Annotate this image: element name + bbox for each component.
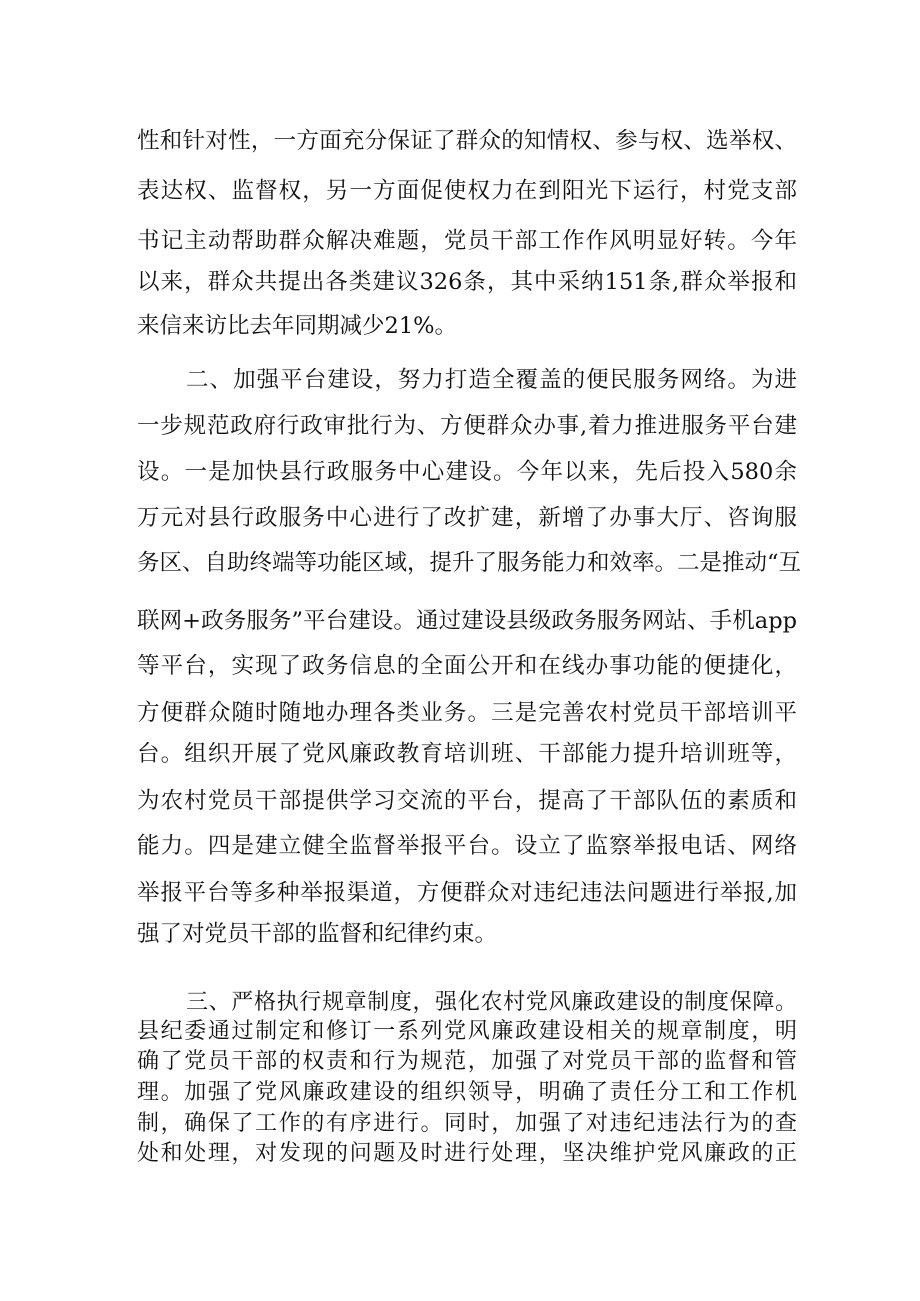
text-line: 等平台，实现了政务信息的全面公开和在线办事功能的便捷化， (137, 653, 797, 679)
text-line: 一步规范政府行政审批行为、方便群众办事,着力推进服务平台建 (137, 413, 797, 439)
text-line: 务区、自助终端等功能区域，提升了服务能力和效率。二是推动“互 (137, 550, 802, 576)
text-line: 举报平台等多种举报渠道，方便群众对违纪违法问题进行举报,加 (137, 880, 797, 906)
text-line: 方便群众随时随地办理各类业务。三是完善农村党员干部培训平 (137, 700, 797, 726)
text-line: 能力。四是建立健全监督举报平台。设立了监察举报电话、网络 (137, 833, 797, 859)
text-line: 强了对党员干部的监督和纪律约束。 (137, 921, 498, 947)
text-line: 县纪委通过制定和修订一系列党风廉政建设相关的规章制度，明 (137, 1019, 797, 1044)
text-line: 设。一是加快县行政服务中心建设。今年以来，先后投入580余 (137, 459, 797, 485)
text-line: 理。加强了党风廉政建设的组织领导，明确了责任分工和工作机 (137, 1080, 797, 1105)
text-line: 性和针对性，一方面充分保证了群众的知情权、参与权、选举权、 (137, 128, 797, 154)
text-line: 为农村党员干部提供学习交流的平台，提高了干部队伍的素质和 (137, 788, 797, 814)
text-line: 确了党员干部的权责和行为规范，加强了对党员干部的监督和管 (137, 1049, 797, 1074)
text-line: 书记主动帮助群众解决难题，党员干部工作作风明显好转。今年 (137, 228, 797, 254)
text-line: 万元对县行政服务中心进行了改扩建，新增了办事大厅、咨询服 (137, 505, 797, 531)
text-line: 以来，群众共提出各类建议326条，其中采纳151条,群众举报和 (137, 269, 797, 295)
text-line: 来信来访比去年同期减少21%。 (137, 313, 458, 339)
text-line: 制，确保了工作的有序进行。同时，加强了对违纪违法行为的查 (137, 1111, 797, 1136)
text-line: 表达权、监督权，另一方面促使权力在到阳光下运行，村党支部 (137, 178, 797, 204)
text-line: 联网+政务服务”平台建设。通过建设县级政务服务网站、手机app (137, 608, 797, 634)
text-line: 处和处理，对发现的问题及时进行处理，坚决维护党风廉政的正 (137, 1141, 797, 1166)
text-line: 台。组织开展了党风廉政教育培训班、干部能力提升培训班等， (137, 741, 797, 767)
text-line: 二、加强平台建设，努力打造全覆盖的便民服务网络。为进 (186, 367, 797, 393)
text-line: 三、严格执行规章制度，强化农村党风廉政建设的制度保障。 (186, 990, 797, 1015)
